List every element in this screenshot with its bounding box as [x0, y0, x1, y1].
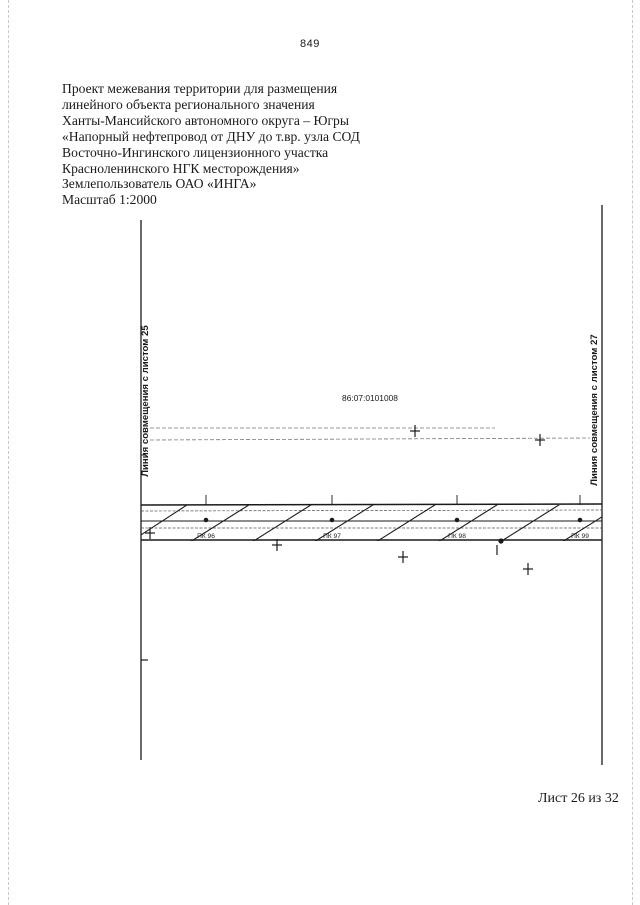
header-line: «Напорный нефтепровод от ДНУ до т.вр. узла СОД — [62, 128, 360, 144]
pipeline-point — [330, 518, 335, 523]
block-boundary-line — [150, 438, 590, 440]
grid-cross — [398, 551, 408, 563]
page-number: 849 — [300, 38, 320, 50]
pipeline-point — [204, 518, 209, 523]
pipeline-point — [578, 518, 583, 523]
header-line: Красноленинского НГК месторождения» — [62, 160, 300, 176]
grid-cross — [523, 563, 533, 575]
picket-label: ПК 99 — [571, 533, 589, 540]
right-match-line-label: Линия совмещения с листом 27 — [589, 334, 600, 486]
cadastral-number: 86:07:0101008 — [342, 393, 398, 403]
header-line: Землепользователь ОАО «ИНГА» — [62, 176, 257, 192]
grid-cross — [535, 434, 545, 446]
sheet-number: Лист 26 из 32 — [538, 791, 619, 806]
header-line: Проект межевания территории для размещения — [62, 81, 338, 96]
header-line: линейного объекта регионального значения — [62, 96, 315, 112]
boundary-point — [498, 538, 503, 543]
scale-line: Масштаб 1:2000 — [62, 192, 157, 208]
header-line: Ханты-Мансийского автономного округа – Югры — [62, 112, 349, 128]
header-line: Восточно-Ингинского лицензионного участка — [62, 144, 329, 160]
pipeline-point — [455, 518, 460, 523]
left-match-line-label: Линия совмещения с листом 25 — [140, 325, 151, 477]
grid-cross — [410, 425, 420, 437]
picket-label: ПК 98 — [448, 533, 466, 540]
grid-cross — [272, 539, 282, 551]
picket-label: ПК 97 — [323, 533, 341, 540]
picket-label: ПК 96 — [197, 533, 215, 540]
